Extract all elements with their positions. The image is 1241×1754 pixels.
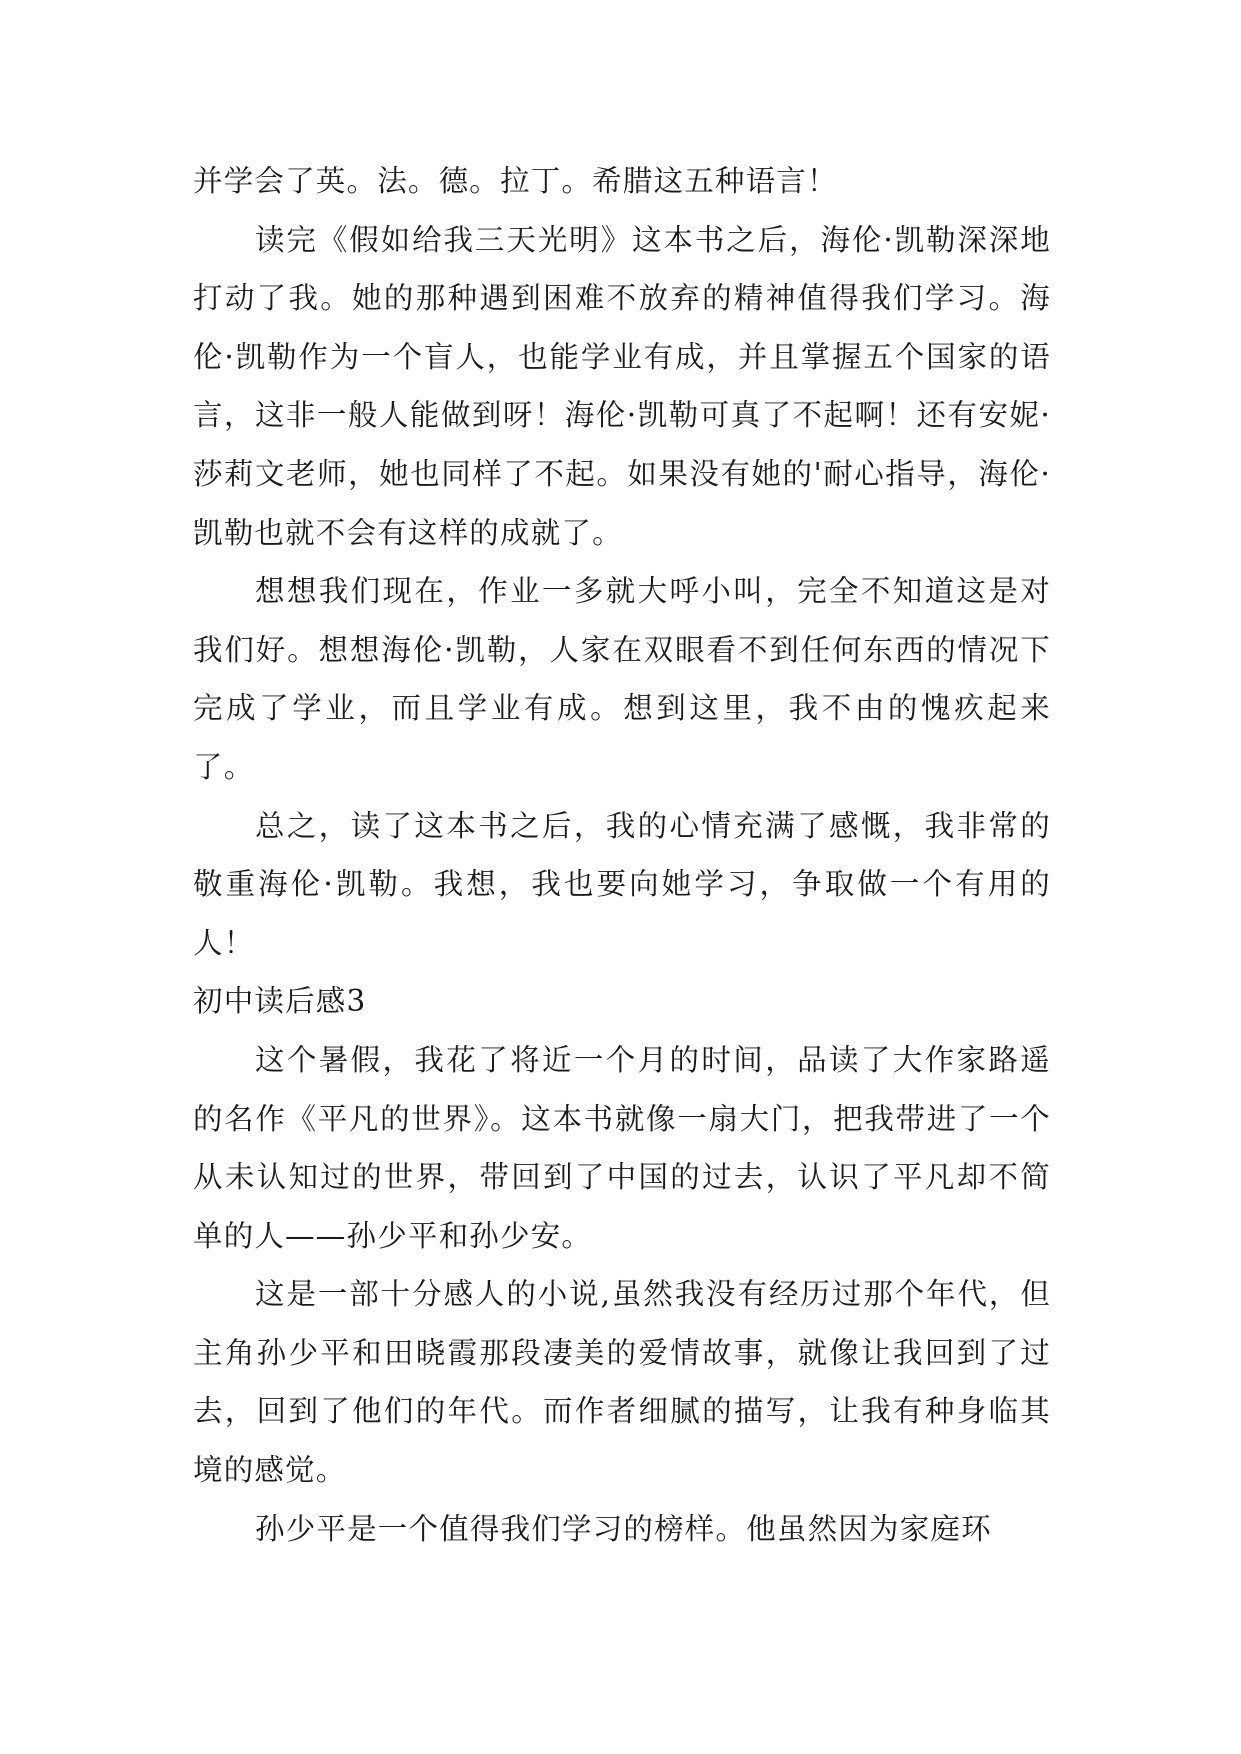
document-body — [193, 152, 1051, 1558]
section-heading: 初中读后感3 — [193, 984, 367, 1019]
paragraph: 这是一部十分感人的小说,虽然我没有经历过那个年代，但主角孙少平和田晓霞那段凄美的爱情故事，就像让我回到了过去，回到了他们的年代。而作者细腻的描写，让我有种身临其境的感觉。 — [193, 1277, 1051, 1488]
paragraph: 总之，读了这本书之后，我的心情充满了感慨，我非常的敬重海伦·凯勒。我想，我也要向她学习，争取做一个有用的人！ — [193, 808, 1051, 960]
paragraph: 这个暑假，我花了将近一个月的时间，品读了大作家路遥的名作《平凡的世界》。这本书就像一扇大门，把我带进了一个从未认知过的世界，带回到了中国的过去，认识了平凡却不简单的人——孙少平和孙少安。 — [193, 1042, 1051, 1253]
paragraph-continuation: 并学会了英。法。德。拉丁。希腊这五种语言！ — [193, 164, 838, 198]
paragraph: 读完《假如给我三天光明》这本书之后，海伦·凯勒深深地打动了我。她的那种遇到困难不放弃的精神值得我们学习。海伦·凯勒作为一个盲人，也能学业有成，并且掌握五个国家的语言，这非一般人能做到呀！海伦·凯勒可真了不起啊！还有安妮·莎莉文老师，她也同样了不起。如果没有她的'耐心指导，海伦·凯勒也就不会有这样的成就了。 — [193, 222, 1051, 550]
paragraph: 想想我们现在，作业一多就大呼小叫，完全不知道这是对我们好。想想海伦·凯勒，人家在双眼看不到任何东西的情况下完成了学业，而且学业有成。想到这里，我不由的愧疚起来了。 — [193, 574, 1051, 784]
paragraph: 孙少平是一个值得我们学习的榜样。他虽然因为家庭环 — [255, 1511, 992, 1546]
